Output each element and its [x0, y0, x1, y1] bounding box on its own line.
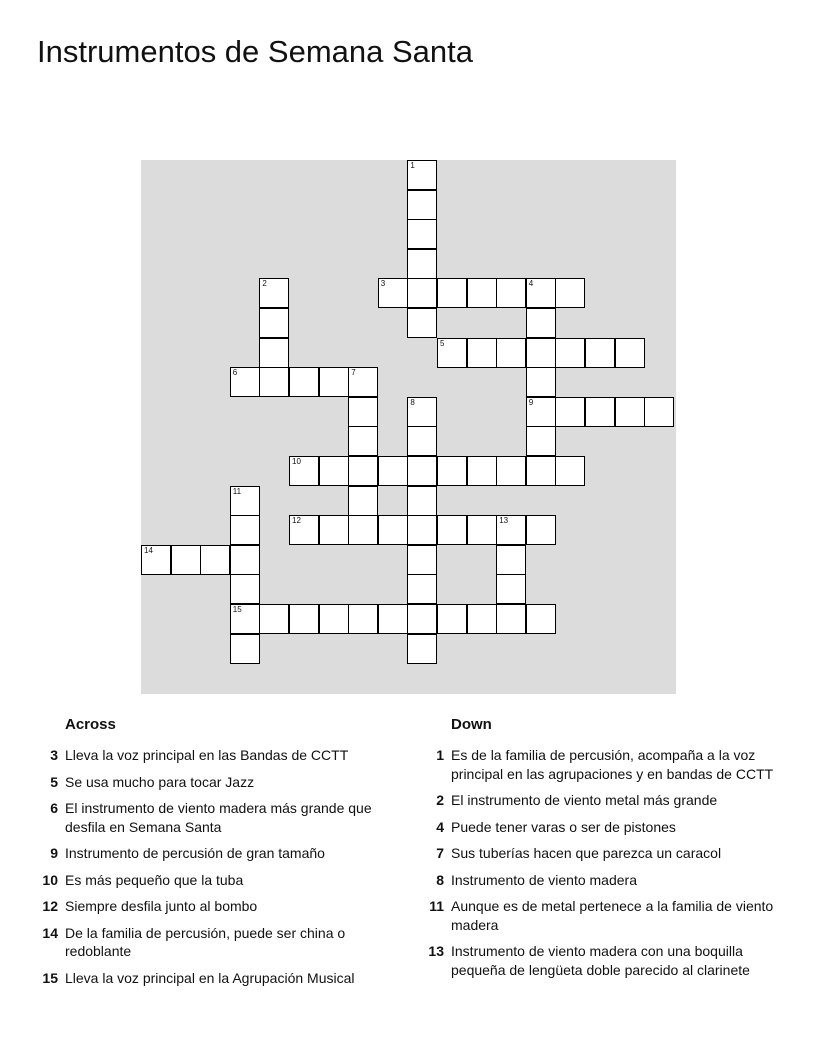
down-clue [422, 942, 782, 979]
grid-cell[interactable] [467, 604, 497, 634]
clue-number: 6 [50, 800, 58, 816]
clue-number: 10 [42, 871, 58, 888]
down-clues [422, 716, 782, 987]
grid-cell[interactable] [585, 397, 615, 427]
down-clue [422, 871, 782, 890]
clue-number: 15 [42, 969, 58, 986]
clue-number: 12 [42, 898, 58, 914]
cell-number: 5 [440, 338, 445, 348]
clue-text: Siempre desfila junto al bombo [65, 898, 258, 914]
grid-cell[interactable] [230, 604, 260, 634]
clue-text: Instrumento de viento madera [451, 871, 637, 888]
grid-cell[interactable] [526, 397, 556, 427]
down-clue [422, 897, 782, 934]
grid-cell[interactable] [407, 397, 437, 427]
clue-text: Es más pequeño que la tuba [65, 871, 244, 888]
grid-cell[interactable] [555, 397, 585, 427]
grid-cell[interactable] [496, 604, 526, 634]
grid-cell[interactable] [289, 604, 319, 634]
grid-cell[interactable] [230, 574, 260, 604]
clue-text: Puede tener varas o ser de pistones [451, 818, 676, 835]
clue-number: 1 [436, 747, 444, 763]
grid-cell[interactable] [496, 545, 526, 575]
grid-cell[interactable] [200, 545, 230, 575]
grid-cell[interactable] [555, 278, 585, 308]
cell-number: 13 [499, 516, 509, 526]
grid-cell[interactable] [467, 515, 497, 545]
grid-cell[interactable] [259, 367, 289, 397]
grid-cell[interactable] [615, 397, 645, 427]
grid-cell[interactable] [230, 486, 260, 516]
grid-cell[interactable] [230, 367, 260, 397]
clue-text: Se usa mucho para tocar Jazz [65, 773, 255, 790]
across-heading: Across [65, 716, 116, 733]
across-clue [36, 799, 396, 836]
grid-cell[interactable] [467, 456, 497, 486]
grid-cell[interactable] [526, 308, 556, 338]
across-clue [36, 746, 396, 765]
grid-cell[interactable] [319, 367, 349, 397]
clue-text: Lleva la voz principal en las Bandas de CCTT [65, 747, 349, 763]
down-heading: Down [451, 716, 492, 733]
grid-cell[interactable] [319, 456, 349, 486]
cell-number: 1 [410, 161, 415, 170]
grid-cell[interactable] [437, 456, 467, 486]
cell-number: 14 [144, 545, 153, 555]
grid-cell[interactable] [407, 515, 437, 545]
grid-cell[interactable] [407, 545, 437, 575]
grid-cell[interactable] [585, 338, 615, 368]
down-clue [422, 818, 782, 837]
grid-cell[interactable] [378, 604, 408, 634]
grid-cell[interactable] [407, 308, 437, 338]
cell-number: 7 [351, 368, 356, 378]
cell-number: 10 [292, 457, 301, 466]
grid-cell[interactable] [348, 604, 378, 634]
grid-cell[interactable] [259, 308, 289, 338]
cell-number: 4 [528, 279, 534, 289]
grid-cell[interactable] [496, 574, 526, 604]
down-clue [422, 844, 782, 863]
grid-cell[interactable] [496, 278, 526, 308]
grid-cell[interactable] [496, 515, 526, 545]
grid-cell[interactable] [141, 545, 171, 575]
grid-cell[interactable] [289, 515, 319, 545]
grid-cell[interactable] [526, 367, 556, 397]
clue-text: Aunque es de metal pertenece a la familia de viento madera [451, 898, 774, 933]
across-clue [36, 897, 396, 916]
clue-text: Sus tuberías hacen que parezca un caracol [451, 845, 722, 861]
grid-cell[interactable] [378, 456, 408, 486]
down-clue [422, 746, 782, 783]
page-title: Instrumentos de Semana Santa [37, 34, 473, 69]
across-clues [36, 716, 396, 995]
grid-cell[interactable] [467, 338, 497, 368]
grid-cell[interactable] [348, 397, 378, 427]
grid-cell[interactable] [407, 278, 437, 308]
grid-cell[interactable] [437, 338, 467, 368]
clue-number: 14 [42, 924, 58, 941]
grid-cell[interactable] [230, 545, 260, 575]
cell-number: 2 [262, 279, 267, 289]
cell-number: 3 [380, 279, 386, 289]
grid-cell[interactable] [171, 545, 201, 575]
grid-cell[interactable] [526, 278, 556, 308]
grid-cell[interactable] [230, 634, 260, 664]
clue-text: Instrumento de viento madera con una boquilla pequeña de lengüeta doble parecido al clarinete [451, 943, 750, 978]
grid-cell[interactable] [259, 604, 289, 634]
clue-number: 8 [436, 871, 444, 888]
grid-cell[interactable] [407, 486, 437, 516]
grid-cell[interactable] [555, 456, 585, 486]
down-clue [422, 791, 782, 810]
grid-cell[interactable] [378, 278, 408, 308]
grid-cell[interactable] [230, 515, 260, 545]
clue-number: 5 [50, 773, 58, 790]
grid-cell[interactable] [407, 219, 437, 249]
across-clue [36, 924, 396, 961]
cell-number: 12 [292, 516, 301, 526]
grid-cell[interactable] [378, 515, 408, 545]
clue-text: Lleva la voz principal en la Agrupación Musical [65, 969, 355, 986]
cell-number: 6 [232, 368, 238, 378]
grid-cell[interactable] [407, 426, 437, 456]
grid-cell[interactable] [348, 456, 378, 486]
clue-text: Instrumento de percusión de gran tamaño [65, 845, 325, 861]
clue-number: 4 [436, 818, 444, 835]
grid-cell[interactable] [496, 456, 526, 486]
grid-cell[interactable] [407, 456, 437, 486]
grid-cell[interactable] [407, 634, 437, 664]
across-clue [36, 871, 396, 890]
grid-cell[interactable] [496, 338, 526, 368]
clue-number: 9 [50, 845, 58, 861]
grid-cell[interactable] [437, 278, 467, 308]
grid-cell[interactable] [526, 338, 556, 368]
across-clue [36, 969, 396, 988]
grid-cell[interactable] [259, 278, 289, 308]
clue-text: El instrumento de viento madera más grande que desfila en Semana Santa [65, 800, 372, 835]
grid-cell[interactable] [407, 190, 437, 220]
grid-cell[interactable] [644, 397, 674, 427]
grid-cell[interactable] [407, 160, 437, 190]
clue-text: Es de la familia de percusión, acompaña a la voz principal en las agrupaciones y en bandas de CCTT [451, 747, 774, 782]
clue-text: El instrumento de viento metal más grande [451, 792, 718, 808]
grid-cell[interactable] [319, 515, 349, 545]
grid-cell[interactable] [615, 338, 645, 368]
grid-cell[interactable] [289, 456, 319, 486]
grid-cell[interactable] [407, 574, 437, 604]
grid-cell[interactable] [555, 338, 585, 368]
grid-cell[interactable] [348, 367, 378, 397]
clue-number: 13 [428, 943, 444, 959]
grid-cell[interactable] [407, 249, 437, 279]
crossword-grid [141, 160, 676, 694]
grid-cell[interactable] [526, 456, 556, 486]
grid-cell[interactable] [407, 604, 437, 634]
grid-cell[interactable] [437, 604, 467, 634]
clue-number: 3 [50, 747, 58, 763]
grid-cell[interactable] [259, 338, 289, 368]
cell-number: 15 [232, 605, 242, 614]
across-clue [36, 844, 396, 863]
clue-text: De la familia de percusión, puede ser china o redoblante [65, 924, 346, 959]
grid-cell[interactable] [467, 278, 497, 308]
grid-cell[interactable] [319, 604, 349, 634]
grid-cell[interactable] [348, 486, 378, 516]
grid-cell[interactable] [437, 515, 467, 545]
grid-cell[interactable] [526, 604, 556, 634]
grid-cell[interactable] [289, 367, 319, 397]
across-clue [36, 773, 396, 792]
grid-cell[interactable] [348, 515, 378, 545]
clue-number: 2 [436, 792, 444, 808]
grid-cell[interactable] [348, 426, 378, 456]
cell-number: 9 [528, 397, 534, 407]
cell-number: 11 [232, 486, 242, 496]
cell-number: 8 [410, 397, 415, 407]
clue-number: 7 [436, 845, 444, 861]
grid-cell[interactable] [526, 426, 556, 456]
grid-cell[interactable] [526, 515, 556, 545]
clue-number: 11 [429, 898, 444, 914]
